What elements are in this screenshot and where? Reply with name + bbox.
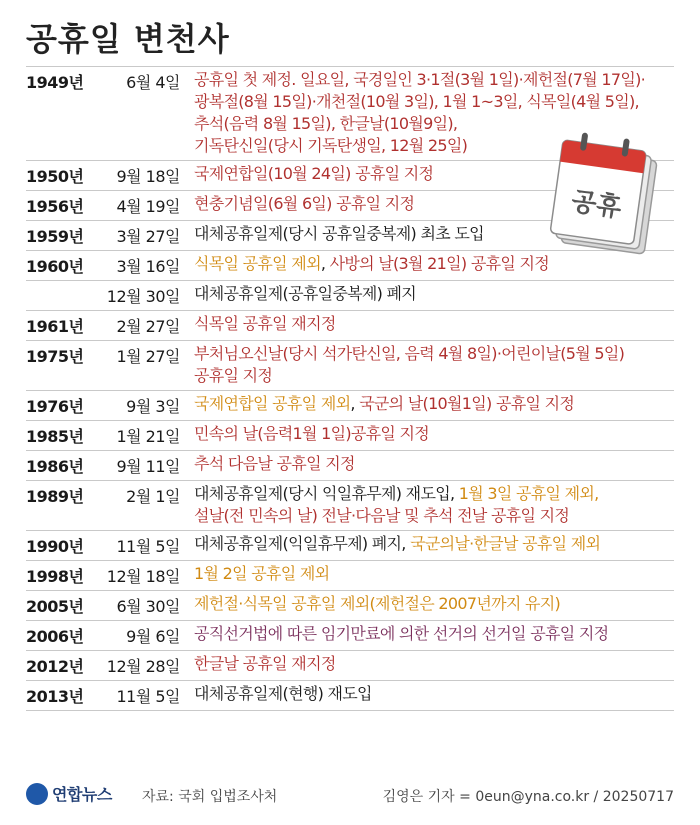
row-date: 6월 30일 (116, 597, 180, 616)
row-year: 2005년 (26, 597, 84, 616)
description-line (194, 91, 674, 113)
description-segment: 한글날 공휴일 재지정 (194, 654, 336, 673)
row-year: 2012년 (26, 657, 84, 676)
row-date: 12월 18일 (106, 567, 180, 586)
row-year: 1986년 (26, 457, 84, 476)
description-segment: 공직선거법에 따른 임기만료에 의한 선거의 선거일 공휴일 지정 (194, 624, 609, 643)
description-segment: 사방의 날(3월 21일) 공휴일 지정 (329, 254, 549, 273)
description-line (194, 283, 674, 305)
page-title: 공휴일 변천사 (26, 20, 230, 58)
description-segment: 국제연합일 공휴일 제외 (194, 394, 351, 413)
row-description (194, 483, 674, 527)
row-year: 2013년 (26, 687, 84, 706)
footer (26, 785, 674, 810)
row-year: 1989년 (26, 487, 84, 506)
row-date: 11월 5일 (116, 687, 180, 706)
row-year: 1950년 (26, 167, 84, 186)
description-segment: 추석 다음날 공휴일 지정 (194, 454, 355, 473)
description-line (194, 343, 674, 365)
description-line (194, 313, 674, 335)
row-year (26, 283, 88, 307)
description-line (194, 623, 674, 645)
row-year: 1961년 (26, 317, 84, 336)
yonhap-logo-icon (26, 783, 48, 805)
row-date: 9월 11일 (116, 457, 180, 476)
description-segment: 대체공휴일제(당시 공휴일중복제) 최초 도입 (194, 224, 484, 243)
row-date: 1월 21일 (116, 427, 180, 446)
description-line (194, 253, 674, 275)
row-description (194, 283, 674, 307)
yonhap-logo (26, 782, 112, 805)
timeline-row (26, 481, 674, 531)
row-date: 12월 30일 (106, 287, 180, 306)
row-year: 1990년 (26, 537, 84, 556)
row-year: 2006년 (26, 627, 84, 646)
row-year: 1998년 (26, 567, 84, 586)
calendar-label: 공휴 (569, 186, 624, 224)
description-segment: 설날(전 민속의 날) 전날·다음날 및 추석 전날 공휴일 지정 (194, 506, 570, 525)
description-segment: 추석(음력 8월 15일), 한글날(10월9일), (194, 114, 458, 133)
row-date: 9월 6일 (126, 627, 180, 646)
timeline-row (26, 531, 674, 561)
row-year: 1976년 (26, 397, 84, 416)
timeline-row (26, 591, 674, 621)
row-year: 1975년 (26, 347, 84, 366)
description-line (194, 453, 674, 475)
row-date: 12월 28일 (106, 657, 180, 676)
row-year: 1985년 (26, 427, 84, 446)
row-date: 9월 18일 (116, 167, 180, 186)
description-line (194, 393, 674, 415)
description-line (194, 683, 674, 705)
description-segment: 제헌절·식목일 공휴일 제외(제헌절은 2007년까지 유지) (194, 594, 561, 613)
calendar-icon (548, 132, 660, 256)
description-segment: 식목일 공휴일 재지정 (194, 314, 336, 333)
description-segment: 현충기념일(6월 6일) 공휴일 지정 (194, 194, 415, 213)
row-description (194, 253, 674, 277)
description-segment: 국제연합일(10월 24일) 공휴일 지정 (194, 164, 434, 183)
row-description (194, 533, 674, 557)
row-description (194, 653, 674, 677)
description-line (194, 423, 674, 445)
description-segment: , (320, 254, 330, 273)
row-year: 1959년 (26, 227, 84, 246)
description-line (194, 563, 674, 585)
row-year: 1956년 (26, 197, 84, 216)
row-year: 1960년 (26, 257, 84, 276)
row-description (194, 623, 674, 647)
credit-note: 김영은 기자 = 0eun@yna.co.kr / 20250717 (382, 789, 674, 805)
row-description (194, 593, 674, 617)
description-segment: 대체공휴일제(현행) 재도입 (194, 684, 372, 703)
description-segment: 국군의날·한글날 공휴일 제외 (410, 534, 601, 553)
description-segment: 대체공휴일제(공휴일중복제) 폐지 (194, 284, 417, 303)
timeline-row (26, 681, 674, 711)
row-date: 3월 16일 (116, 257, 180, 276)
description-segment: 식목일 공휴일 제외 (194, 254, 321, 273)
description-segment: 부처님오신날(당시 석가탄신일, 음력 4월 8일)·어린이날(5월 5일) (194, 344, 625, 363)
row-date: 9월 3일 (126, 397, 180, 416)
description-line (194, 505, 674, 527)
timeline-row (26, 651, 674, 681)
description-segment: 기독탄신일(당시 기독탄생일, 12월 25일) (194, 136, 468, 155)
timeline-row (26, 311, 674, 341)
description-line (194, 533, 674, 555)
timeline-row (26, 621, 674, 651)
row-description (194, 423, 674, 447)
row-date: 1월 27일 (116, 347, 180, 366)
description-segment: 민속의 날(음력1월 1일)공휴일 지정 (194, 424, 430, 443)
description-segment: 1월 2일 공휴일 제외 (194, 564, 330, 583)
description-line (194, 593, 674, 615)
description-line (194, 483, 674, 505)
description-line (194, 653, 674, 675)
row-date: 6월 4일 (126, 73, 180, 92)
row-date: 2월 1일 (126, 487, 180, 506)
description-segment: 국군의 날(10월1일) 공휴일 지정 (359, 394, 575, 413)
row-description (194, 393, 674, 417)
description-segment: , (350, 394, 360, 413)
description-segment: 광복절(8월 15일)·개천절(10월 3일), 1월 1~3일, 식목일(4월 5일), (194, 92, 639, 111)
description-segment: 대체공휴일제(익일휴무제) 폐지, (194, 534, 411, 553)
row-description (194, 683, 674, 707)
row-year: 1949년 (26, 73, 84, 92)
row-description (194, 313, 674, 337)
timeline-row (26, 561, 674, 591)
row-date: 11월 5일 (116, 537, 180, 556)
row-date: 2월 27일 (116, 317, 180, 336)
row-description (194, 453, 674, 477)
row-date: 3월 27일 (116, 227, 180, 246)
row-date: 4월 19일 (116, 197, 180, 216)
timeline-row (26, 451, 674, 481)
row-description (194, 343, 674, 387)
row-description (194, 563, 674, 587)
description-line (194, 69, 674, 91)
timeline-row (26, 281, 674, 311)
description-segment: 대체공휴일제(당시 익일휴무제) 재도입, (194, 484, 459, 503)
description-segment: 1월 3일 공휴일 제외, (458, 484, 599, 503)
description-line (194, 365, 674, 387)
description-segment: 공휴일 지정 (194, 366, 273, 385)
timeline-row (26, 341, 674, 391)
source-note: 자료: 국회 입법조사처 (142, 789, 278, 805)
logo-text: 연합뉴스 (52, 785, 112, 804)
timeline-row (26, 421, 674, 451)
timeline-row (26, 391, 674, 421)
description-segment: 공휴일 첫 제정. 일요일, 국경일인 3·1절(3월 1일)·제헌절(7월 17일)· (194, 70, 646, 89)
